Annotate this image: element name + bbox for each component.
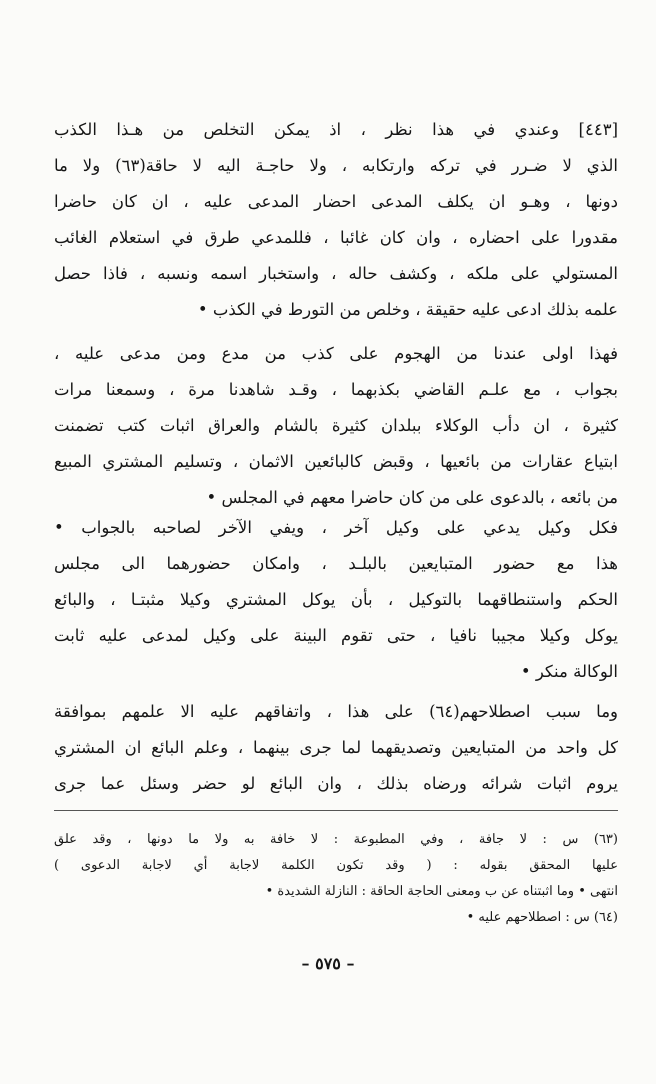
text-line: الذي لا ضـرر في تركه وارتكابه ، ولا حاجـة اليه لا حاقة(٦٣) ولا ما [54, 156, 618, 175]
text-line: مقدورا على احضاره ، وان كان غائبا ، فللمدعي طرق في استعلام الغائب [54, 228, 618, 247]
paragraph [54, 694, 618, 802]
paragraph [54, 336, 618, 516]
text-line: يروم اثبات شرائه ورضاه بذلك ، وان البائع لو حضر وسئل عما جرى [54, 774, 618, 793]
footnote-line: (٦٤) س : اصطلاحهم عليه • [466, 910, 618, 925]
text-line: المستولي على ملكه ، وكشف حاله ، واستخبار اسمه ونسبه ، فاذا حصل [54, 264, 618, 283]
paragraph-443 [54, 112, 618, 328]
text-line: وما سبب اصطلاحهم(٦٤) على هذا ، واتفاقهم عليه الا علمهم بموافقة [54, 702, 618, 721]
text-line: فكل وكيل يدعي على وكيل آخر ، ويفي الآخر لصاحبه بالجواب • [54, 518, 618, 537]
text-line: كل واحد من المتبايعين وتصديقهما لما جرى بينهما ، وعلم البائع ان المشتري [54, 738, 618, 757]
text-line: من بائعه ، بالدعوى على من كان حاضرا معهم في المجلس • [206, 488, 618, 507]
footnotes [54, 827, 618, 931]
footnote-divider [54, 810, 618, 811]
text-line: بجواب ، مع علـم القاضي بكذبهما ، وقـد شاهدنا مرة ، وسمعنا مرات [54, 380, 618, 399]
text-line: [٤٤٣] وعندي في هذا نظر ، اذ يمكن التخلص من هـذا الكذب [54, 120, 618, 139]
text-line: الحكم واستنطاقهما بالتوكيل ، بأن يوكل المشتري وكيلا مثبتـا ، والبائع [54, 590, 618, 609]
text-line: علمه بذلك ادعى عليه حقيقة ، وخلص من التورط في الكذب • [197, 300, 618, 319]
footnote-line: (٦٣) س : لا جافة ، وفي المطبوعة : لا خافة به ولا ما دونها ، وقد علق [54, 832, 618, 847]
text-line: هذا مع حضور المتبايعين بالبلـد ، وامكان حضورهما الى مجلس [54, 554, 618, 573]
text-line: دونها ، وهـو ان يكلف المدعى احضار المدعى عليه ، ان كان حاضرا [54, 192, 618, 211]
text-line: كثيرة ، ان دأب الوكلاء ببلدان كثيرة بالشام والعراق اثبات كتب تضمنت [54, 416, 618, 435]
paragraph [54, 510, 618, 690]
text-line: ابتياع عقارات من بائعيها ، وقبض كالبائعين الاثمان ، وتسليم المشتري المبيع [54, 452, 618, 471]
text-line: يوكل وكيلا مجيبا نافيا ، حتى تقوم البينة على وكيل لمدعى عليه ثابت [54, 626, 618, 645]
text-line: الوكالة منكر • [520, 662, 618, 681]
text-line: فهذا اولى عندنا من الهجوم على كذب من مدع ومن مدعى عليه ، [54, 344, 618, 363]
page-number: – ٥٧٥ – [301, 954, 355, 973]
footnote-line: عليها المحقق بقوله : ( وقد تكون الكلمة لاجابة أي لاجابة الدعوى ) [54, 858, 618, 873]
footnote-line: انتهى • وما اثبتناه عن ب ومعنى الحاجة الحاقة : النازلة الشديدة • [265, 884, 618, 899]
